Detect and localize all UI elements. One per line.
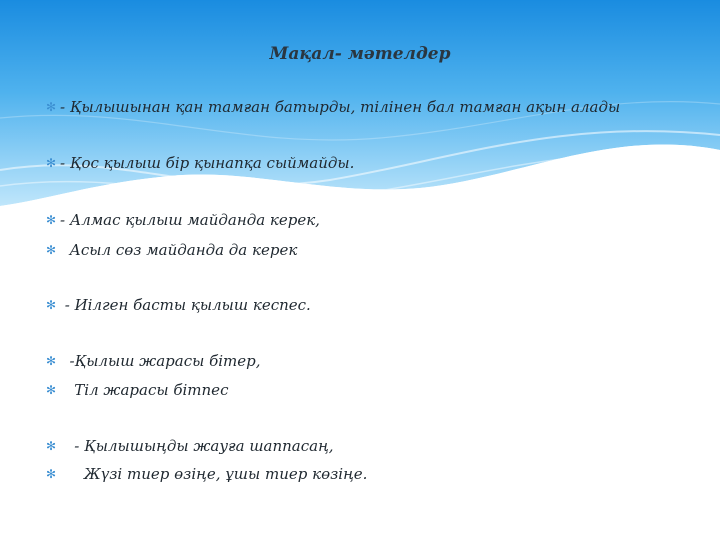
- asterisk-bullet-icon: ✻: [46, 213, 57, 227]
- list-item: ✻ Асыл сөз майданда да керек: [46, 241, 298, 259]
- list-item: ✻ Тіл жарасы бітпес: [46, 381, 229, 399]
- list-item: ✻ - Қос қылыш бір қынапқа сыймайды.: [46, 154, 355, 172]
- list-item: ✻ - Қылышыңды жауға шаппасаң,: [46, 437, 334, 455]
- asterisk-bullet-icon: ✻: [46, 156, 57, 170]
- asterisk-bullet-icon: ✻: [46, 243, 57, 257]
- slide-title: Мақал- мәтелдер: [269, 44, 451, 64]
- asterisk-bullet-icon: ✻: [46, 467, 57, 481]
- asterisk-bullet-icon: ✻: [46, 100, 57, 114]
- list-item: ✻ - Қылышынан қан тамған батырды, тілінен бал тамған ақын алады: [46, 98, 621, 116]
- list-item: ✻ - Иілген басты қылыш кеспес.: [46, 296, 311, 314]
- asterisk-bullet-icon: ✻: [46, 354, 57, 368]
- asterisk-bullet-icon: ✻: [46, 298, 57, 312]
- list-item: ✻ Жүзі тиер өзіңе, ұшы тиер көзіңе.: [46, 465, 368, 483]
- asterisk-bullet-icon: ✻: [46, 439, 57, 453]
- asterisk-bullet-icon: ✻: [46, 383, 57, 397]
- list-item: ✻ - Алмас қылыш майданда керек,: [46, 211, 320, 229]
- list-item: ✻ -Қылыш жарасы бітер,: [46, 352, 261, 370]
